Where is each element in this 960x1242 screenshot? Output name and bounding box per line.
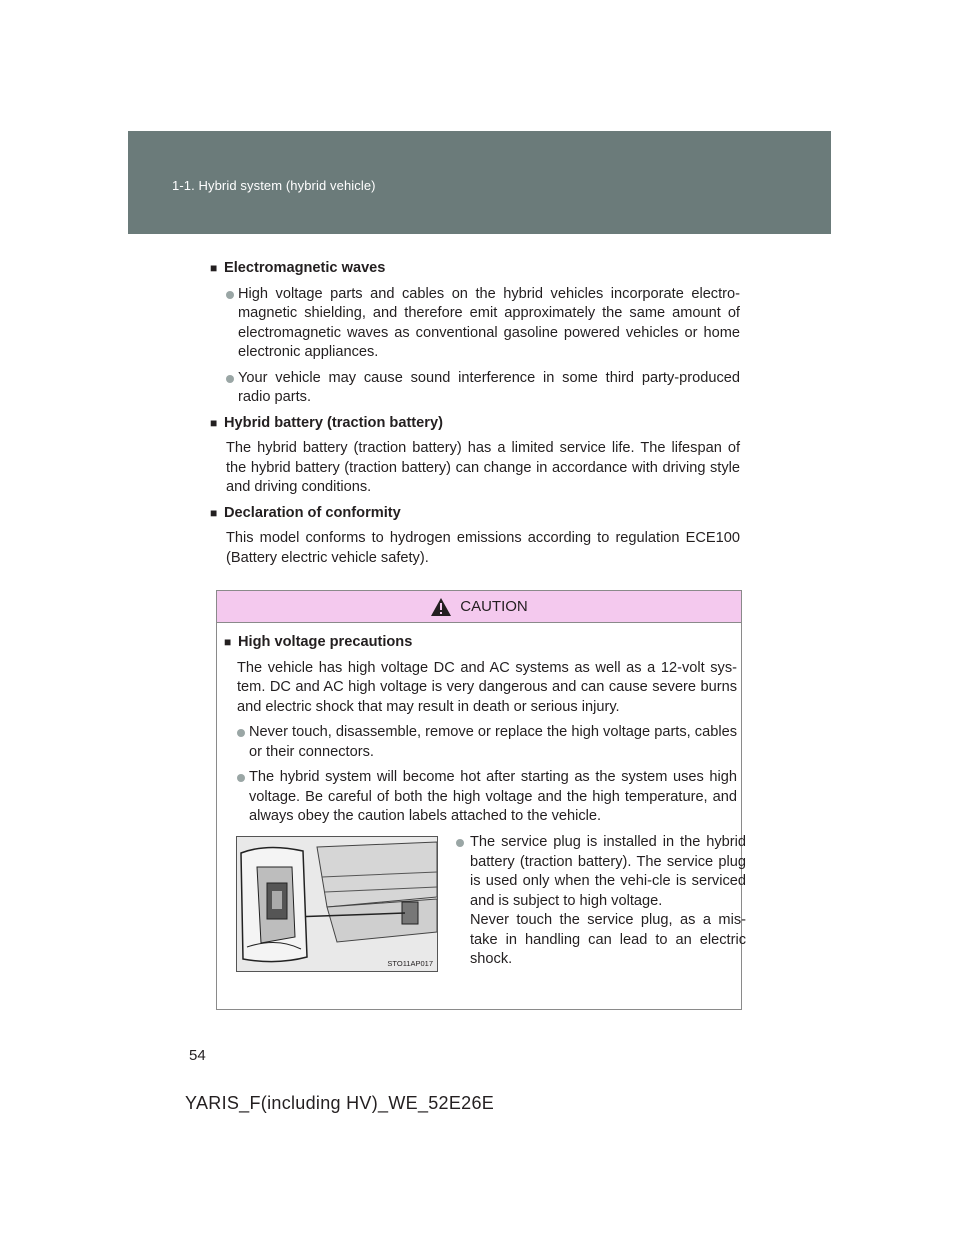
heading-high-voltage: ■ High voltage precautions: [224, 633, 737, 653]
heading-conformity: ■ Declaration of conformity: [210, 504, 740, 524]
bullet-dot-icon: [237, 729, 245, 737]
heading-electromagnetic: ■ Electromagnetic waves: [210, 259, 740, 279]
caution-header: [217, 591, 741, 623]
bullet-dot-icon: [226, 375, 234, 383]
figure-code: STO11AP017: [387, 959, 433, 968]
list-item: The service plug is installed in the hybrid battery (traction battery). The service plug is used only when the vehi-cle is serviced and is subject to high voltage. Never touch the service plug, as a mis-take in handling can lead to an electric shock.: [454, 833, 746, 970]
square-bullet-icon: ■: [210, 415, 218, 430]
caution-paragraph: The vehicle has high voltage DC and AC systems as well as a 12-volt sys-tem. DC and AC high voltage is very dangerous and can cause severe burns and electric shock that may result in death or serious injury.: [237, 659, 737, 715]
caution-box: [216, 590, 746, 1010]
bullet-dot-icon: [456, 839, 464, 847]
square-bullet-icon: ■: [224, 635, 232, 649]
heading-battery: ■ Hybrid battery (traction battery): [210, 414, 740, 434]
square-bullet-icon: ■: [210, 261, 218, 275]
page-number: 54: [189, 1047, 206, 1064]
caution-label: CAUTION: [460, 598, 528, 615]
bullet-dot-icon: [226, 291, 234, 299]
list-item: High voltage parts and cables on the hybrid vehicles incorporate electro-magnetic shielding, and therefore emit approximately the same amount of electromagnetic waves as conventional gasoline powered vehicles or home electronic appliances.: [210, 285, 740, 363]
battery-paragraph: The hybrid battery (traction battery) has a limited service life. The lifespan of the hybrid battery (traction battery) can change in accordance with driving style and driving conditions.: [226, 440, 740, 495]
main-content: [210, 259, 740, 574]
list-item: The hybrid system will become hot after starting as the system uses high voltage. Be careful of both the high voltage and the high temperature, and always obey the caution labels attached to the vehicle.: [224, 768, 737, 827]
section-title: 1-1. Hybrid system (hybrid vehicle): [172, 178, 376, 193]
document-footer: YARIS_F(including HV)_WE_52E26E: [185, 1093, 495, 1113]
conformity-paragraph: This model conforms to hydrogen emissions according to regulation ECE100 (Battery electric vehicle safety).: [226, 530, 740, 566]
square-bullet-icon: ■: [210, 505, 218, 520]
warning-triangle-icon: [430, 597, 452, 617]
service-plug-figure: [236, 836, 438, 972]
bullet-dot-icon: [237, 774, 245, 782]
page-header: [128, 131, 831, 234]
caution-body: [224, 633, 737, 833]
service-plug-illustration: [237, 837, 437, 971]
list-item: Your vehicle may cause sound interference in some third party-produced radio parts.: [210, 369, 740, 408]
list-item: Never touch, disassemble, remove or replace the high voltage parts, cables or their connectors.: [224, 723, 737, 762]
